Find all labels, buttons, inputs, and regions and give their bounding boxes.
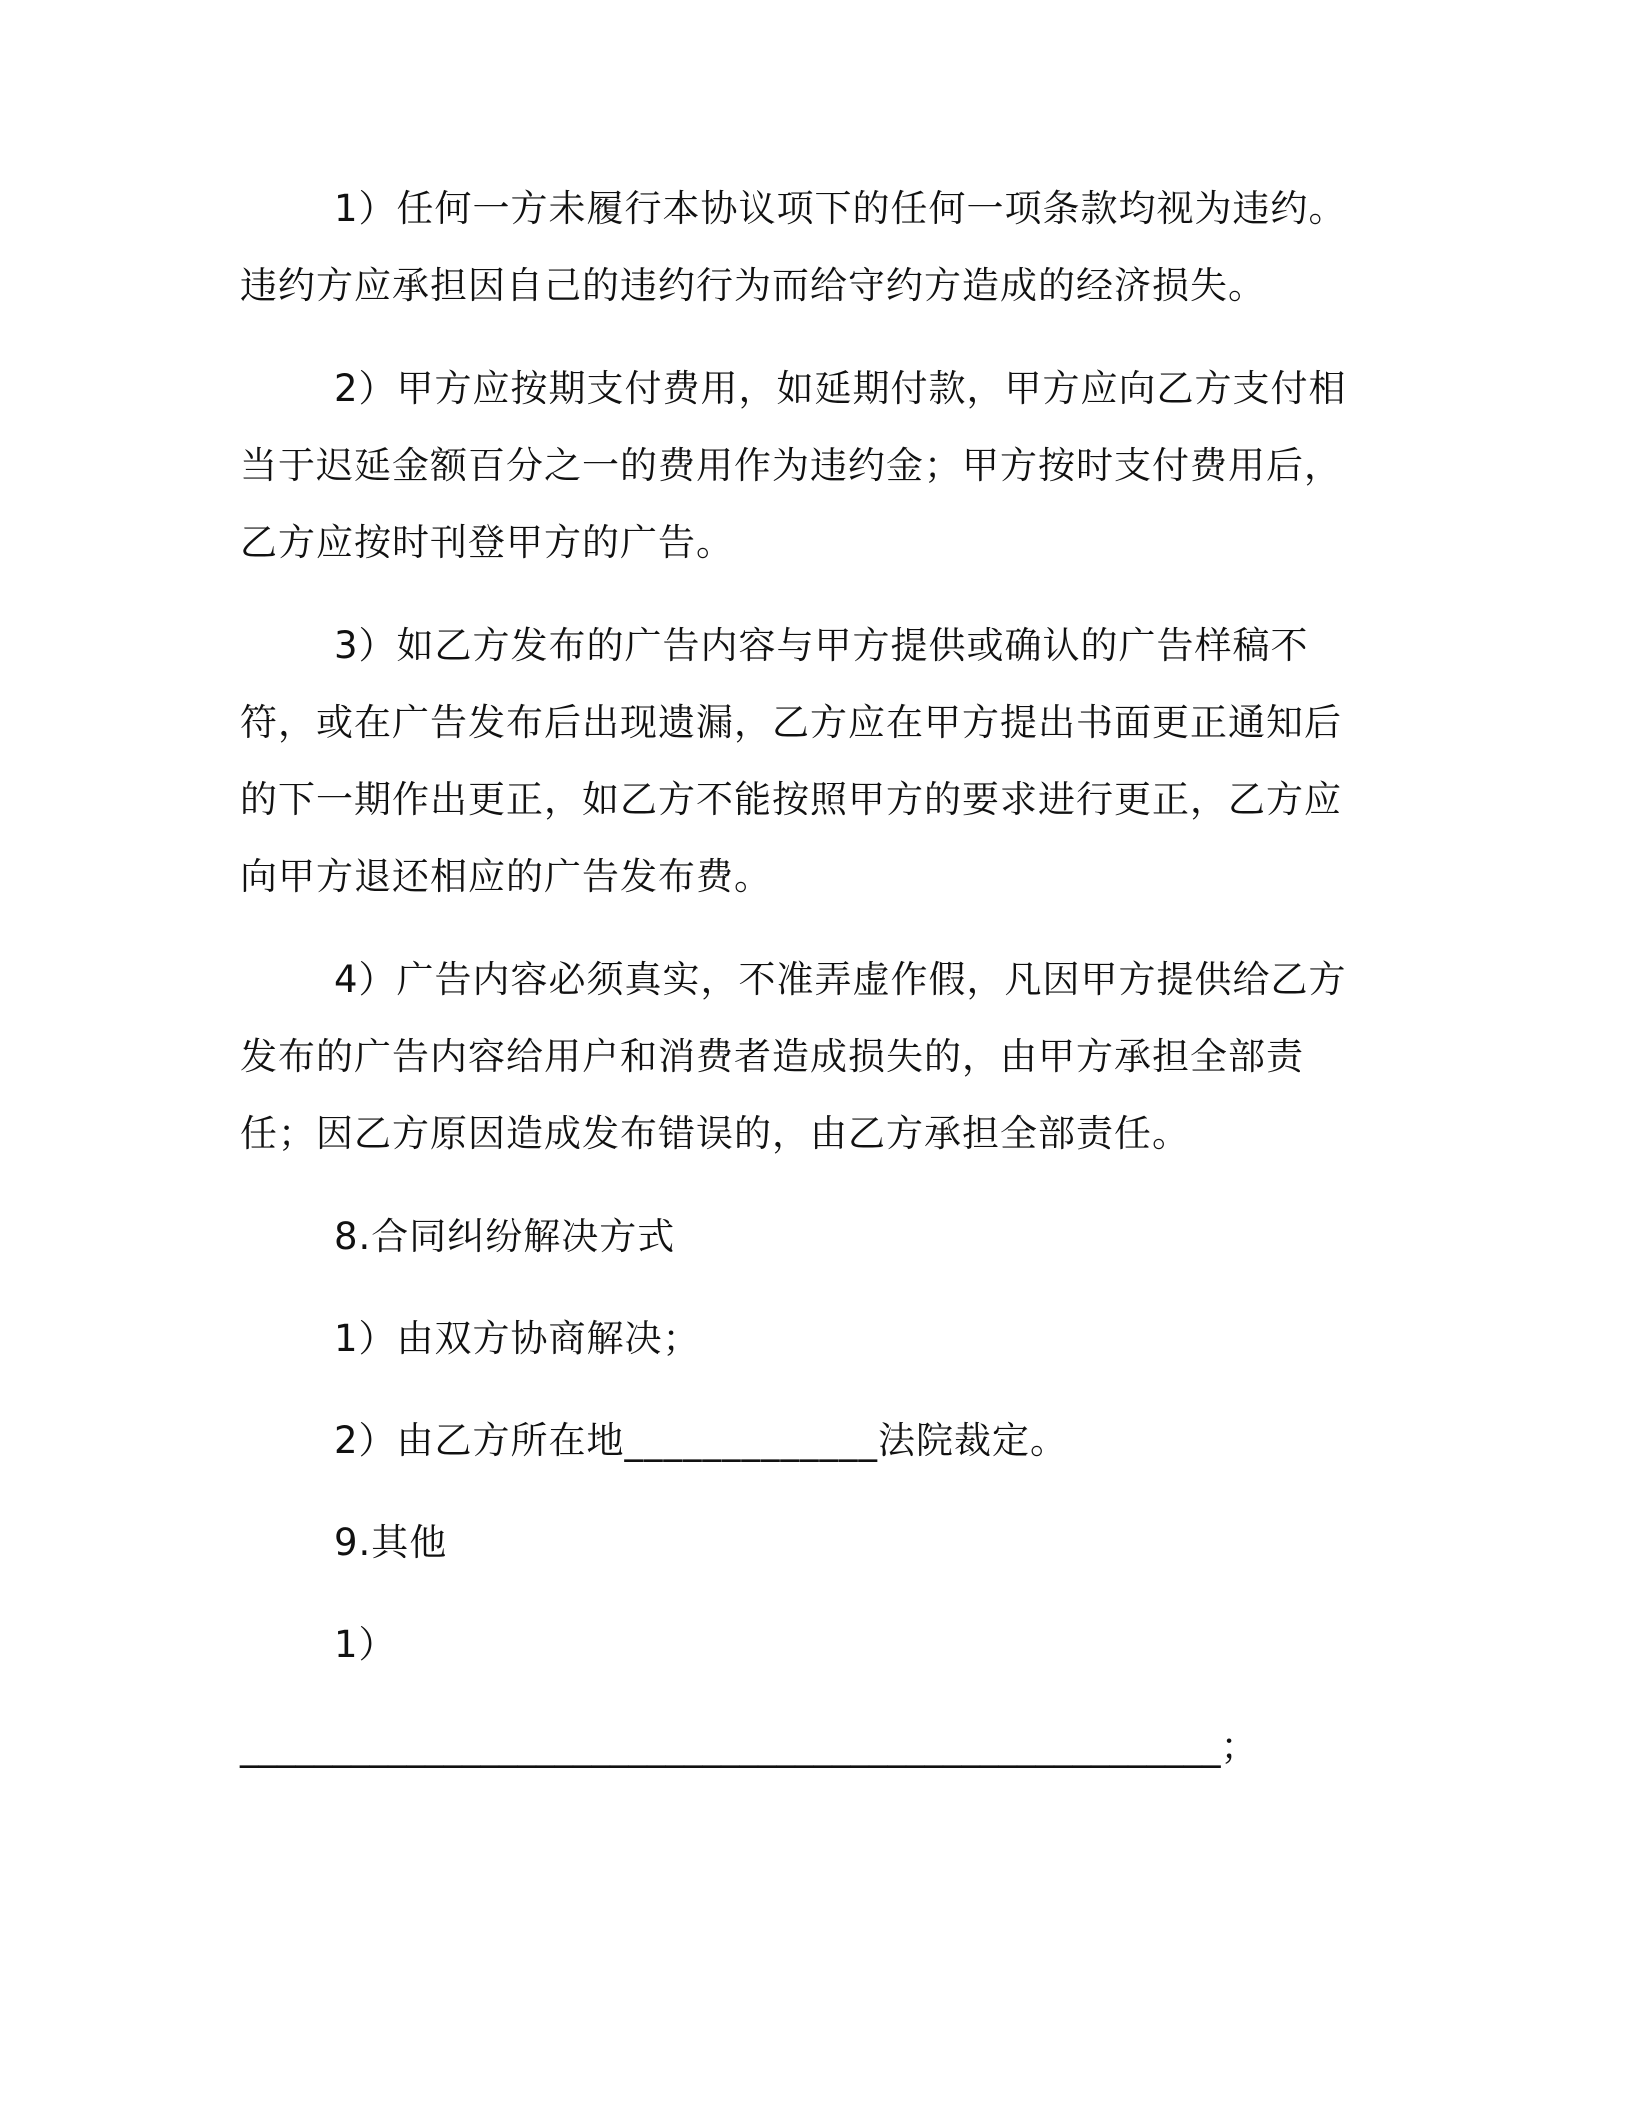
- clause-ad-truthfulness: 4）广告内容必须真实，不准弄虚作假，凡因甲方提供给乙方发布的广告内容给用户和消费者造成损失的，由甲方承担全部责任；因乙方原因造成发布错误的，由乙方承担全部责任。: [240, 958, 1347, 1155]
- clause-breach-general: 1）任何一方未履行本协议项下的任何一项条款均视为违约。违约方应承担因自己的违约行为而给守约方造成的经济损失。: [240, 187, 1347, 307]
- section-heading-other: 9.其他: [334, 1521, 448, 1564]
- document-page: [240, 170, 1366, 1785]
- clause-ad-correction: 3）如乙方发布的广告内容与甲方提供或确认的广告样稿不符，或在广告发布后出现遗漏，乙方应在甲方提出书面更正通知后的下一期作出更正，如乙方不能按照甲方的要求进行更正，乙方应向甲方退还相应的广告发布费。: [240, 624, 1342, 898]
- dispute-option-court: 2）由乙方所在地_____________法院裁定。: [334, 1419, 1069, 1462]
- section-heading-dispute: 8.合同纠纷解决方式: [334, 1215, 676, 1258]
- other-item-1: 1）: [334, 1623, 397, 1666]
- fill-in-blank-line: _____________________________________________________；: [240, 1725, 1258, 1768]
- dispute-option-negotiation: 1）由双方协商解决；: [334, 1317, 701, 1360]
- clause-payment-penalty: 2）甲方应按期支付费用，如延期付款，甲方应向乙方支付相当于迟延金额百分之一的费用作为违约金；甲方按时支付费用后，乙方应按时刊登甲方的广告。: [240, 367, 1347, 564]
